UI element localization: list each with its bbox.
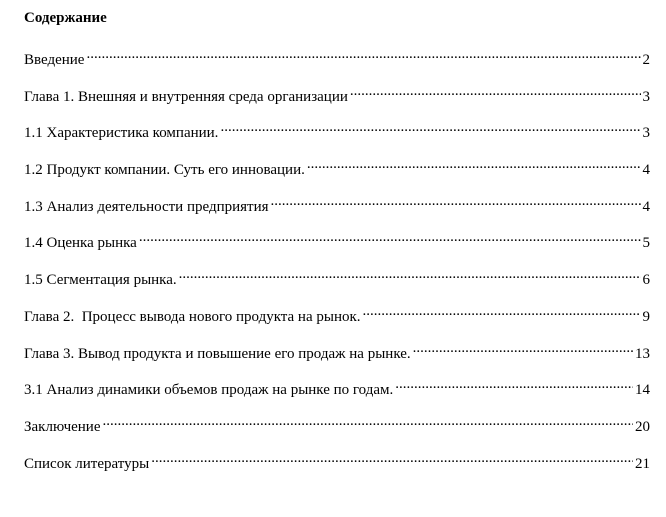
toc-entry <box>24 191 650 215</box>
toc-entry-page: 4 <box>642 162 650 179</box>
toc-title: Содержание <box>24 10 107 26</box>
toc-list <box>24 44 650 472</box>
toc-dot-leader <box>179 264 641 284</box>
toc-entry <box>24 81 650 105</box>
toc-dot-leader <box>139 227 641 247</box>
toc-entry-page: 4 <box>642 198 650 215</box>
toc-entry <box>24 374 650 399</box>
toc-entry-page: 2 <box>642 52 650 68</box>
toc-entry-label: 1.1 Характеристика компании. <box>24 125 219 142</box>
toc-entry-label: 1.2 Продукт компании. Суть его инновации. <box>24 162 305 179</box>
toc-dot-leader <box>395 374 633 394</box>
toc-entry-page: 9 <box>642 308 650 325</box>
toc-dot-leader <box>363 301 641 321</box>
toc-entry-page: 21 <box>635 455 650 472</box>
toc-entry <box>24 154 650 179</box>
toc-entry-page: 14 <box>635 382 650 399</box>
toc-entry-page: 3 <box>642 125 650 142</box>
toc-entry-label: 1.5 Сегментация рынка. <box>24 272 177 289</box>
toc-entry-label: Глава 3. Вывод продукта и повышение его продаж на рынке. <box>24 345 411 362</box>
toc-entry <box>24 301 650 325</box>
toc-entry <box>24 338 650 362</box>
toc-entry <box>24 117 650 142</box>
toc-dot-leader <box>350 81 641 101</box>
toc-dot-leader <box>103 411 634 431</box>
toc-entry-page: 20 <box>635 418 650 435</box>
toc-entry-label: Заключение <box>24 418 101 435</box>
toc-entry-page: 6 <box>642 272 650 289</box>
toc-dot-leader <box>86 44 640 64</box>
toc-entry-label: Список литературы <box>24 455 150 472</box>
toc-entry <box>24 227 650 252</box>
toc-dot-leader <box>413 338 633 358</box>
toc-dot-leader <box>151 448 633 468</box>
toc-entry <box>24 411 650 435</box>
toc-entry-page: 3 <box>642 88 650 105</box>
toc-entry-page: 13 <box>635 345 650 362</box>
table-of-contents <box>24 8 650 484</box>
toc-entry <box>24 44 650 68</box>
toc-entry-label: Глава 2. Процесс вывода нового продукта на рынок. <box>24 308 361 325</box>
toc-entry-page: 5 <box>642 235 650 252</box>
toc-dot-leader <box>307 154 641 174</box>
toc-entry-label: 3.1 Анализ динамики объемов продаж на рынке по годам. <box>24 382 394 399</box>
toc-entry-label: Глава 1. Внешняя и внутренняя среда организации <box>24 88 348 105</box>
toc-entry-label: 1.3 Анализ деятельности предприятия <box>24 198 269 215</box>
toc-entry <box>24 264 650 289</box>
toc-entry-label: Введение <box>24 52 85 68</box>
toc-entry <box>24 448 650 472</box>
toc-dot-leader <box>220 117 640 137</box>
toc-dot-leader <box>271 191 641 211</box>
toc-entry-label: 1.4 Оценка рынка <box>24 235 137 252</box>
